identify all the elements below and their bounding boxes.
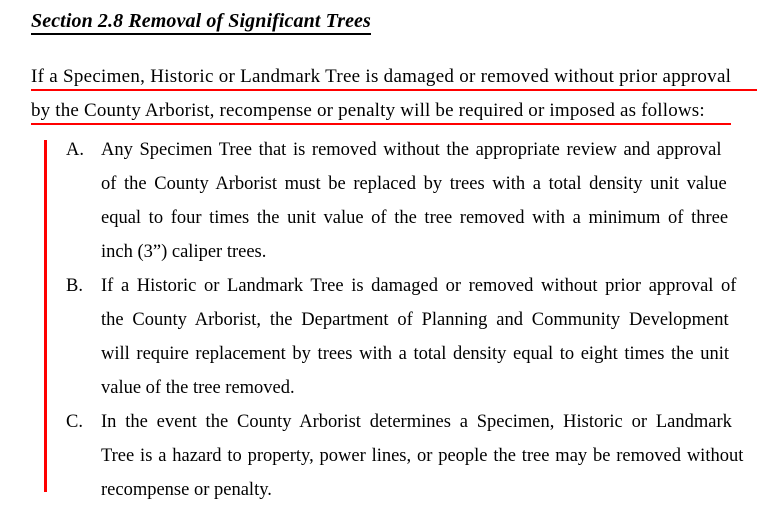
list-item-line: Any Specimen Tree that is removed without the appropriate review and approval — [101, 140, 722, 160]
list-item — [66, 405, 758, 507]
change-bar — [44, 140, 47, 492]
intro-line-1: If a Specimen, Historic or Landmark Tree is damaged or removed without prior approval — [31, 66, 732, 87]
intro-underline-2 — [31, 123, 731, 125]
list-item-line: the County Arborist, the Department of Planning and Community Development — [101, 310, 729, 330]
page-title — [31, 10, 371, 33]
list-item — [66, 269, 758, 405]
list-item-line: equal to four times the unit value of the tree removed with a minimum of three — [101, 208, 729, 228]
list-item-line: In the event the County Arborist determines a Specimen, Historic or Landmark — [101, 412, 732, 432]
lettered-list — [66, 133, 758, 507]
list-item — [66, 133, 758, 269]
list-item-line: of the County Arborist must be replaced by trees with a total density unit value — [101, 174, 727, 194]
page-title-text: Section 2.8 Removal of Significant Trees — [31, 10, 371, 35]
list-item-line: will require replacement by trees with a total density equal to eight times the unit — [101, 344, 730, 364]
intro-paragraph — [31, 60, 757, 128]
list-item-line: value of the tree removed. — [101, 378, 295, 398]
list-item-line: Tree is a hazard to property, power lines, or people the tree may be removed without — [101, 446, 744, 466]
list-item-line: If a Historic or Landmark Tree is damaged or removed without prior approval of — [101, 276, 737, 296]
list-item-line: inch (3”) caliper trees. — [101, 242, 267, 262]
list-item-marker: A. — [66, 140, 84, 160]
list-item-body — [101, 133, 758, 269]
list-item-marker: B. — [66, 276, 83, 296]
list-item-body — [101, 269, 758, 405]
intro-line-2: by the County Arborist, recompense or penalty will be required or imposed as follows: — [31, 100, 705, 121]
list-item-line: recompense or penalty. — [101, 480, 272, 500]
list-item-marker: C. — [66, 412, 83, 432]
list-item-body — [101, 405, 758, 507]
intro-underline-1 — [31, 89, 757, 91]
